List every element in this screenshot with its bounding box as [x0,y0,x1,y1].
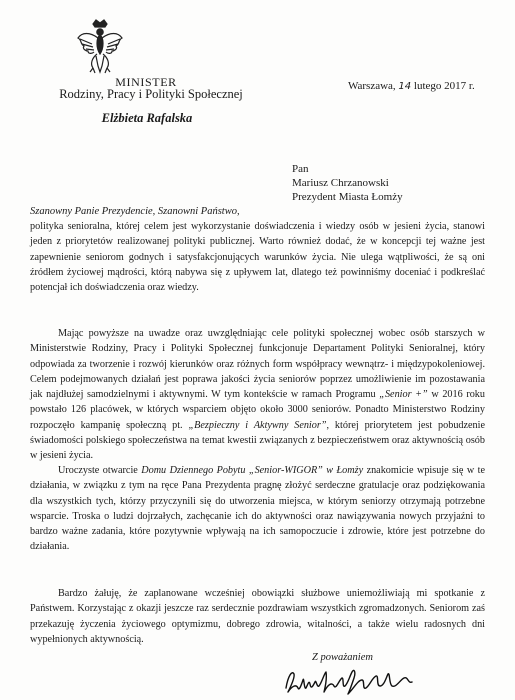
program-name: „Senior +” [379,389,428,401]
white-eagle-emblem-icon [76,18,124,76]
paragraph-2-part-a: Mając powyższe na uwadze oraz uwzględniając cele polityki społecznej wobec osób starszych w Ministerstwie Rodziny, Pracy i Polityki Społecznej funkcjonuje Departament Polityki Senioralnej, który odpowiada za tworzenie i rozwój kierunków oraz różnych form współpracy wewnątrz- i międzypokoleniowej. Celem podejmowanych działań jest poprawa jakości życia seniorów poprzez umożliwienie im pozostawania jak najdłużej samodzielnymi i aktywnymi. W tym kontekście w ramach Programu [30,328,485,401]
date-rest: lutego 2017 r. [413,80,475,92]
closing-phrase: Z poważaniem [312,652,373,663]
ministry-name: Rodziny, Pracy i Polityki Społecznej [59,87,243,101]
minister-name: Elżbieta Rafalska [101,111,193,125]
paragraph-4-text: Bardzo żałuję, że zaplanowane wcześniej obowiązki służbowe uniemożliwiają mi spotkanie z Państwem. Korzystając z okazji jeszcze raz serdecznie pozdrawiam wszystkich zgromadzonych. Seniorom zaś przekazuję życzenia życiowego optymizmu, dobrego zdrowia, witalności, a także wielu radosnych dni wypełnionych aktywnością. [30,588,485,645]
paragraph-2 [30,326,485,464]
salutation: Szanowny Panie Prezydencie, Szanowni Państwo, [30,206,240,217]
paragraph-3-part-b: znakomicie wpisuje się w te działania, w związku z tym na ręce Pana Prezydenta pragnę złożyć serdeczne gratulacje oraz podziękowania dla wszystkich tych, którzy przyczynili się do utworzenia miejsca, w którym seniorzy otrzymają potrzebne wsparcie. Troska o ludzi dojrzałych, zachęcanie ich do aktywności oraz nawiązywania nowych przyjaźni to bardzo ważne zadania, które pozytywnie wpływają na ich samopoczucie i zdrowie, które jest potrzebne do działania. [30,465,485,553]
place: Warszawa, [348,80,396,92]
paragraph-2-part-c: , której priorytetem jest pobudzenie świadomości polskiego społeczeństwa na temat kwestii związanych z bezpieczeństwem oraz aktywnością osób w jesieni życia. [30,419,485,462]
place-date [348,80,475,92]
paragraph-3-text [30,463,485,555]
center-name: Domu Dziennego Pobytu „Senior-WIGOR” w Łomży [141,465,364,476]
date-day: 14 [398,81,412,92]
paragraph-1-text: polityka senioralna, której celem jest wykorzystanie doświadczenia i wiedzy osób w jesieni życia, stanowi jeden z priorytetów realizowanej polityki publicznej. Warto również dodać, że w koncepcji tej ważne jest zapewnienie seniorom godnych i satysfakcjonujących warunków życia. Nie ulega wątpliwości, że są oni źródłem życiowej mądrości, którą nabywa się z upływem lat, dlatego też powinniśmy doceniać i podkreślać potencjał ich doświadczenia oraz wiedzy. [30,221,485,294]
paragraph-3-part-a: Uroczyste otwarcie [58,465,142,476]
paragraph-4 [30,586,485,647]
paragraph-3 [30,463,485,555]
paragraph-2-text [30,326,485,464]
handwritten-signature [282,666,420,698]
paragraph-2-part-b: w 2016 roku powstało 126 placówek, w których wsparciem objęto około 3000 seniorów. Ponadto Ministerstwo Rodziny rozpoczęło kampanię społeczną pt. [30,389,485,431]
recipient-position: Prezydent Miasta Łomży [292,191,403,203]
minister-title: MINISTER [115,75,177,89]
recipient-name: Mariusz Chrzanowski [292,177,389,189]
paragraph-1 [30,219,485,295]
recipient-salutation-word: Pan [292,163,309,175]
campaign-name: „Bezpieczny i Aktywny Senior” [188,419,327,431]
